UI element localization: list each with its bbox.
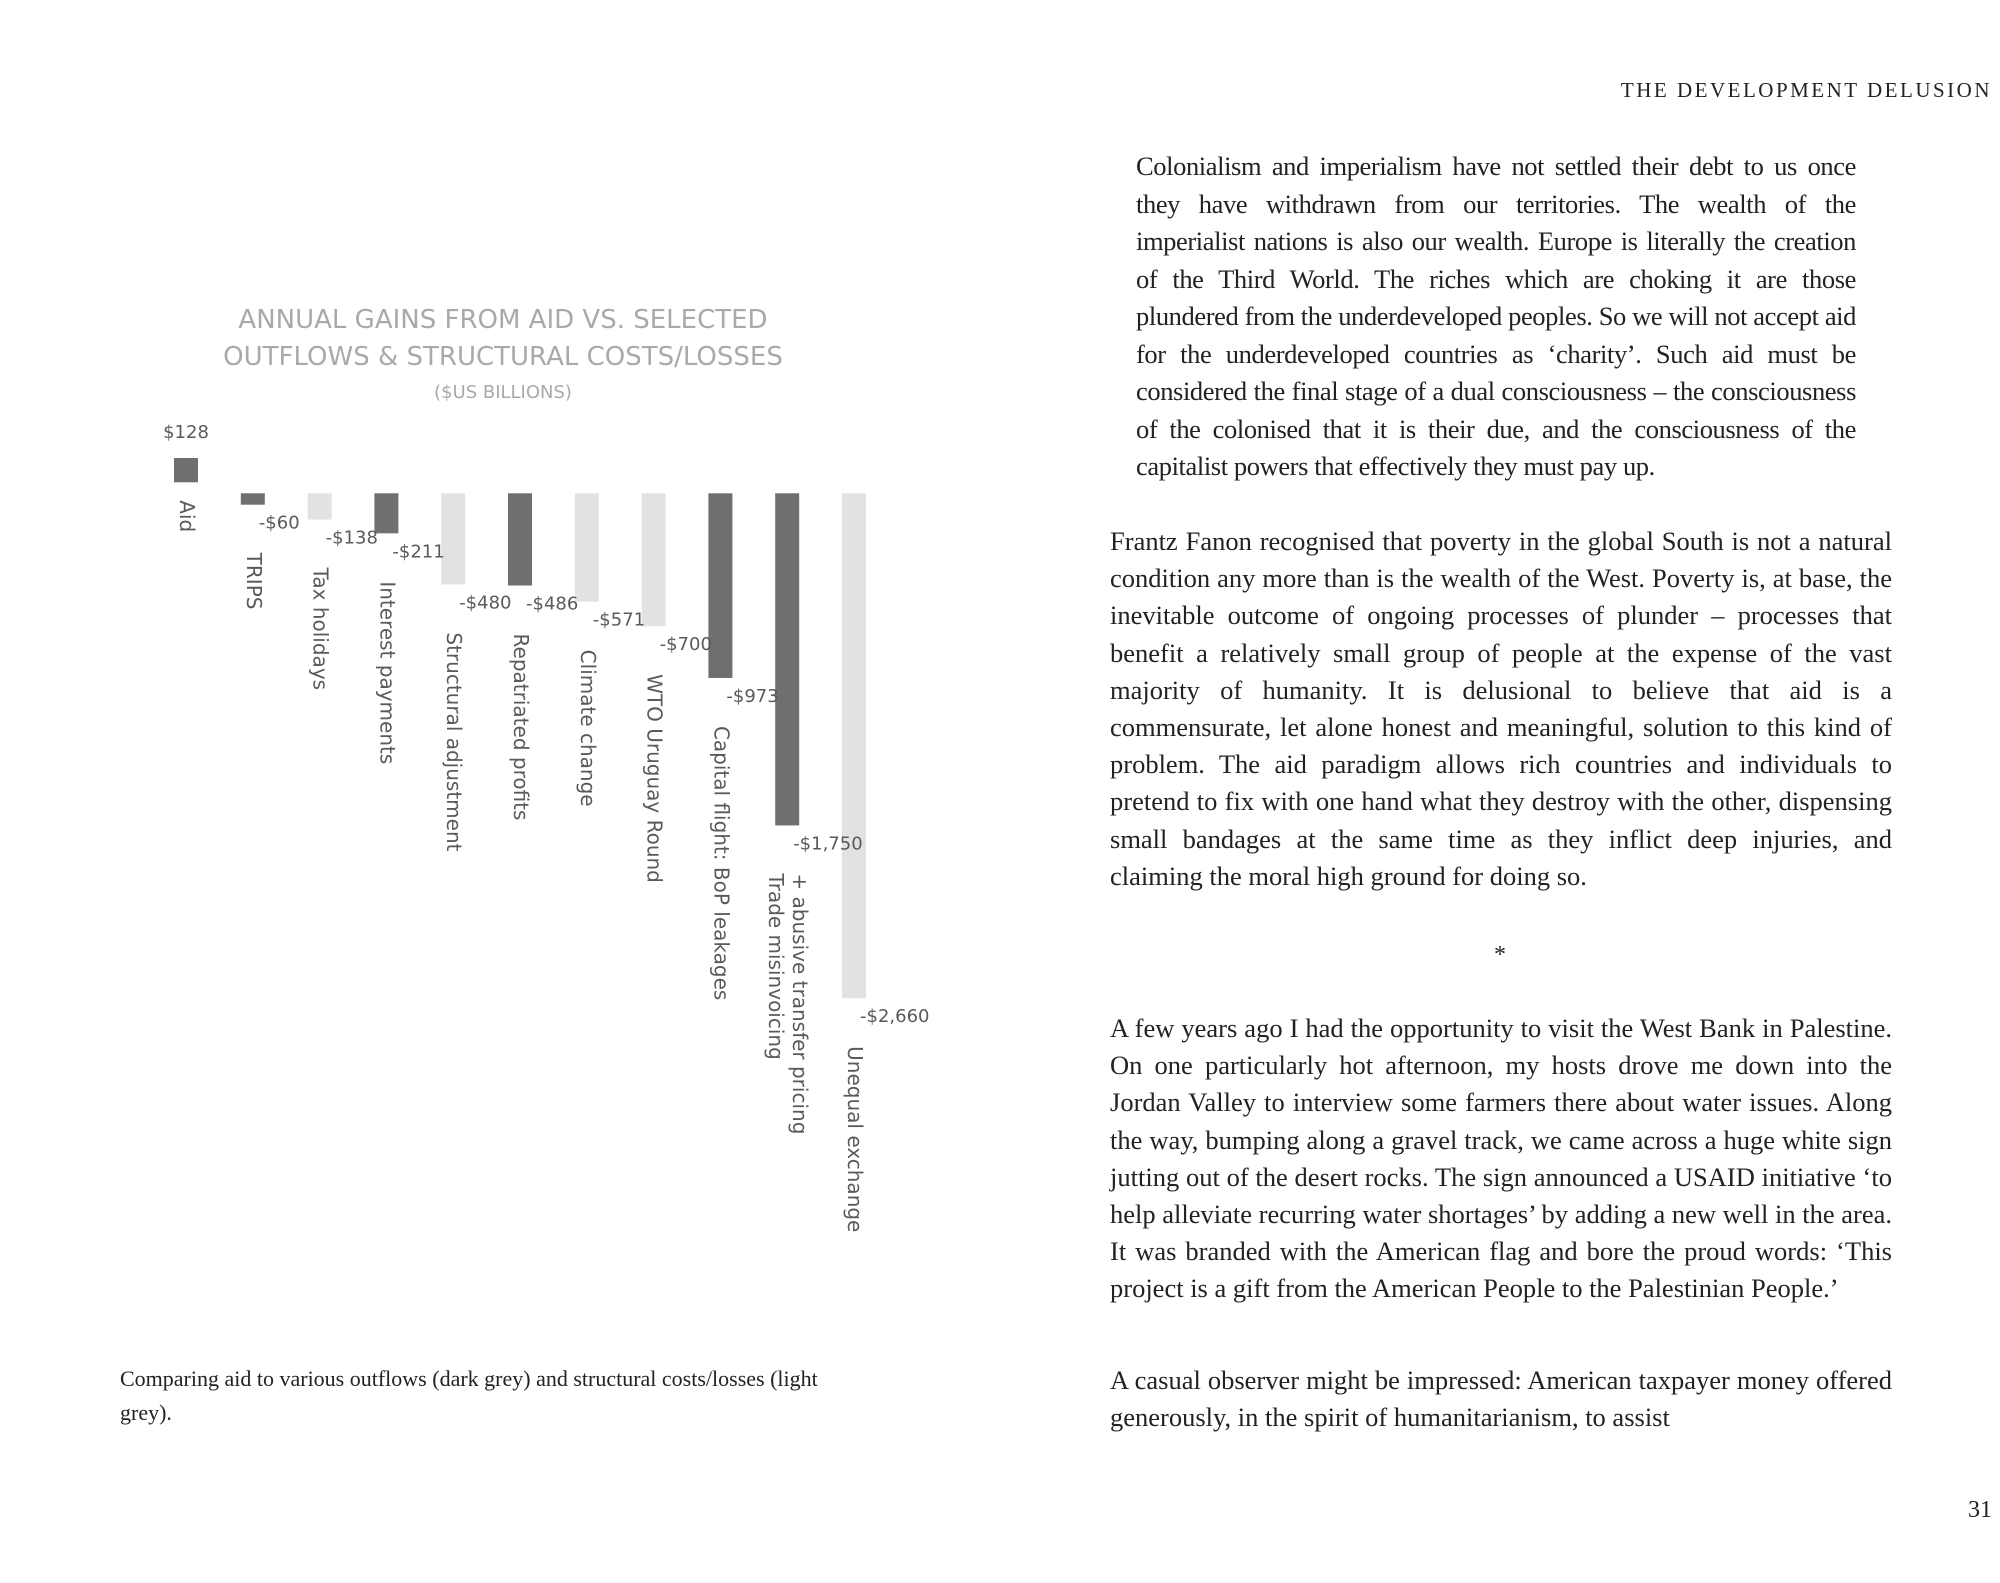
page-number: 31 bbox=[1968, 1497, 1992, 1523]
category-label-9: + abusive transfer pricing bbox=[788, 873, 813, 1135]
bar-4 bbox=[441, 493, 465, 584]
right-page bbox=[1000, 0, 2000, 1583]
category-label-10: Unequal exchange bbox=[843, 1046, 867, 1233]
value-label-0: $128 bbox=[163, 422, 209, 443]
value-label-4: -$480 bbox=[459, 592, 512, 614]
bar-7 bbox=[642, 493, 666, 626]
bar-2 bbox=[308, 493, 332, 519]
chart-category-labels bbox=[175, 500, 867, 1232]
category-label-7: WTO Uruguay Round bbox=[642, 674, 667, 883]
category-label-9: Trade misinvoicing bbox=[764, 873, 789, 1060]
chart-value-labels bbox=[163, 422, 929, 1027]
category-label-1: TRIPS bbox=[241, 552, 266, 610]
bar-10 bbox=[842, 493, 866, 998]
value-label-3: -$211 bbox=[392, 541, 445, 563]
aid-vs-outflows-chart bbox=[0, 0, 1000, 1340]
value-label-9: -$1,750 bbox=[793, 833, 863, 855]
chart-title-line: OUTFLOWS & STRUCTURAL COSTS/LOSSES bbox=[223, 342, 783, 372]
paragraph: A casual observer might be impressed: American taxpayer money offered generously, in the spirit of humanitarianism, to assist bbox=[1110, 1365, 1892, 1433]
value-label-6: -$571 bbox=[592, 609, 646, 631]
bar-6 bbox=[575, 493, 599, 601]
chart-title-line: ANNUAL GAINS FROM AID VS. SELECTED bbox=[238, 305, 768, 335]
bar-3 bbox=[374, 493, 398, 533]
bar-1 bbox=[241, 493, 265, 504]
category-label-2: Tax holidays bbox=[308, 567, 333, 691]
category-label-0: Aid bbox=[175, 500, 199, 533]
value-label-5: -$486 bbox=[526, 593, 579, 615]
section-break: * bbox=[1494, 942, 1506, 968]
fanon-quote: Colonialism and imperialism have not settled their debt to us once they have withdrawn from our territories. The wealth of the imperialist nations is also our wealth. Europe is literally the creation of the Third World. The riches which are choking it are those plundered from the underdeveloped peoples. So we will not accept aid for the underdeveloped countries as ‘charity’. Such aid must be considered the final stage of a dual consciousness – the consciousness of the colonised that it is their due, and the consciousness of the capitalist powers that effectively they must pay up. bbox=[1136, 151, 1856, 481]
chart-subtitle: ($US BILLIONS) bbox=[434, 382, 572, 403]
value-label-10: -$2,660 bbox=[860, 1006, 930, 1028]
category-label-8: Capital flight: BoP leakages bbox=[709, 725, 734, 1001]
paragraph: Frantz Fanon recognised that poverty in the global South is not a natural condition any more than is the wealth of the West. Poverty is, at base, the inevitable outcome of ongoing processes of plunder – processes that benefit a relatively small group of people at the expense of the vast majority of humanity. It is delusional to believe that aid is a commensurate, let alone honest and meaningful, solution to this kind of problem. The aid paradigm allows rich countries and individuals to pretend to fix with one hand what they destroy with the other, dispensing small bandages at the same time as they inflict deep injuries, and claiming the moral high ground for doing so. bbox=[1110, 526, 1892, 891]
paragraph: A few years ago I had the opportunity to visit the West Bank in Palestine. On one particularly hot afternoon, my hosts drove me down into the Jordan Valley to interview some farmers there about water issues. Along the way, bumping along a gravel track, we came across a huge white sign jutting out of the desert rocks. The sign announced a USAID initiative ‘to help alleviate recurring water shortages’ by adding a new well in the area. It was branded with the American flag and bore the proud words: ‘This project is a gift from the American People to the Palestinian People.’ bbox=[1110, 1013, 1892, 1304]
bar-8 bbox=[708, 493, 732, 678]
category-label-5: Repatriated profits bbox=[509, 633, 533, 821]
bar-9 bbox=[775, 493, 799, 825]
category-label-3: Interest payments bbox=[375, 581, 400, 765]
bar-5 bbox=[508, 493, 532, 585]
value-label-8: -$973 bbox=[726, 685, 779, 707]
bar-0 bbox=[174, 458, 198, 482]
value-label-1: -$60 bbox=[258, 512, 300, 534]
figure-caption: Comparing aid to various outflows (dark grey) and structural costs/losses (light grey). bbox=[120, 1366, 818, 1425]
category-label-4: Structural adjustment bbox=[442, 632, 467, 852]
chart-title bbox=[223, 305, 783, 403]
value-label-7: -$700 bbox=[659, 634, 712, 656]
value-label-2: -$138 bbox=[325, 527, 378, 549]
category-label-6: Climate change bbox=[575, 649, 600, 807]
running-head: THE DEVELOPMENT DELUSION bbox=[1620, 78, 1992, 102]
